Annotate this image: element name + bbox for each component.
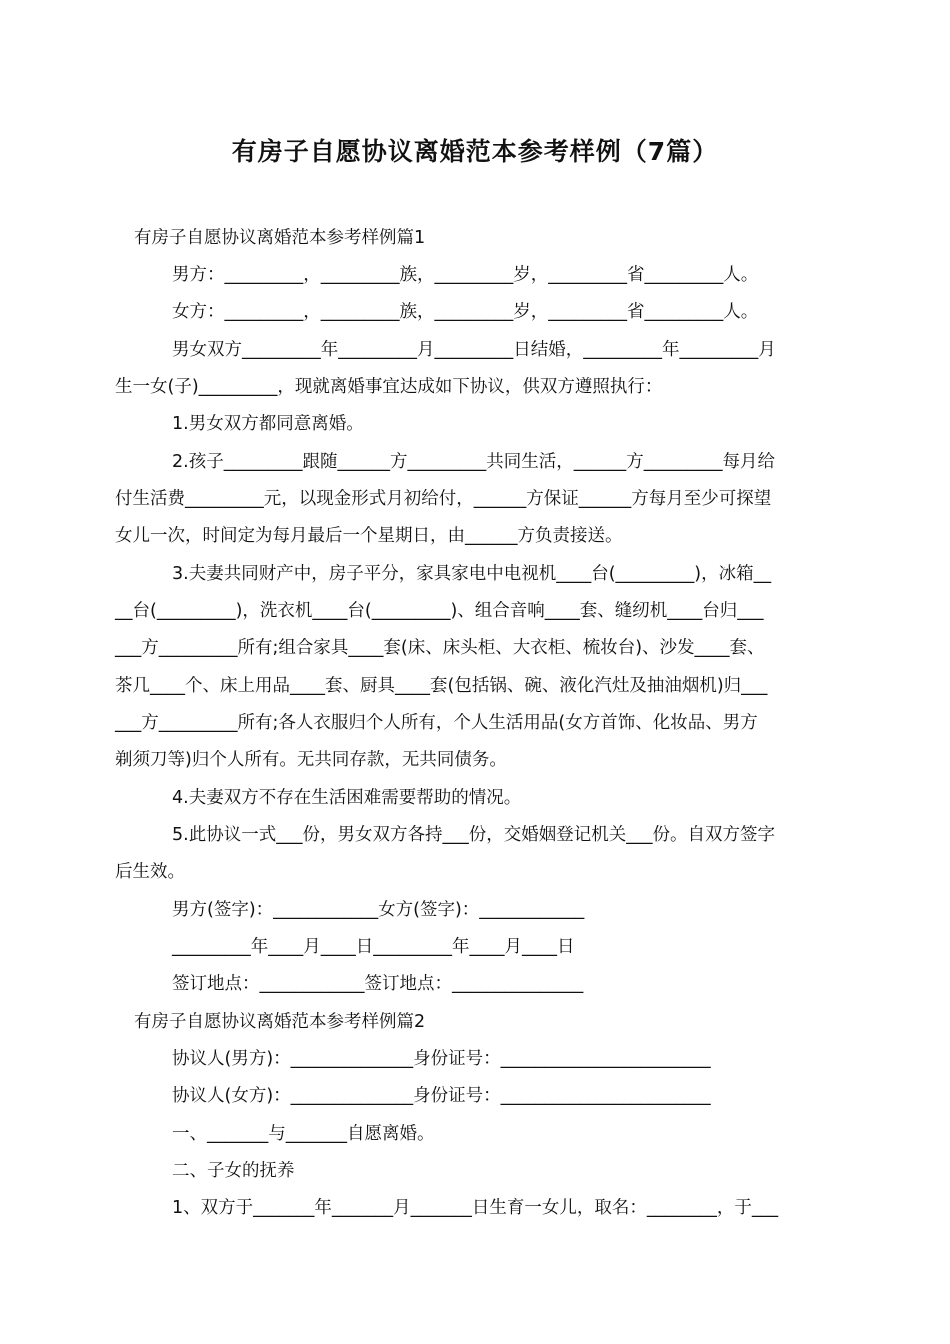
document-title: 有房子自愿协议离婚范本参考样例（7篇） xyxy=(231,137,719,166)
paragraph-line: 1、双方于_______年_______月_______日生育一女儿，取名：________，于___ xyxy=(172,1198,779,1218)
paragraph-line: 协议人(女方)：______________身份证号：________________________ xyxy=(172,1086,711,1106)
paragraph-line: 一、_______与_______自愿离婚。 xyxy=(172,1124,435,1144)
paragraph-line: 生一女(子)_________，现就离婚事宜达成如下协议，供双方遵照执行： xyxy=(115,377,663,397)
paragraph-line: 协议人(男方)：______________身份证号：________________________ xyxy=(172,1049,711,1069)
paragraph-line: 1.男女双方都同意离婚。 xyxy=(172,414,364,434)
paragraph-line: 4.夫妻双方不存在生活困难需要帮助的情况。 xyxy=(172,788,522,808)
location-line: 签订地点：____________签订地点：_______________ xyxy=(172,974,584,994)
paragraph-line: 剃须刀等)归个人所有。无共同存款，无共同债务。 xyxy=(115,750,507,770)
paragraph-line: 男女双方_________年_________月_________日结婚，_________年_________月 xyxy=(172,340,776,360)
paragraph-line: 女儿一次，时间定为每月最后一个星期日，由______方负责接送。 xyxy=(115,526,623,546)
paragraph-line: 女方：_________，_________族，_________岁，_________省_________人。 xyxy=(172,302,759,322)
paragraph-line: 2.孩子_________跟随______方_________共同生活，______方_________每月给 xyxy=(172,452,775,472)
paragraph-line: 茶几____个、床上用品____套、厨具____套(包括锅、碗、液化汽灶及抽油烟机)归___ xyxy=(115,676,768,696)
paragraph-line: 男方：_________，_________族，_________岁，_________省_________人。 xyxy=(172,265,759,285)
paragraph-line: 后生效。 xyxy=(115,862,185,882)
section-heading-1: 有房子自愿协议离婚范本参考样例篇1 xyxy=(134,228,426,248)
paragraph-line: 二、子女的抚养 xyxy=(172,1161,295,1181)
paragraph-line: ___方_________所有;组合家具____套(床、床头柜、大衣柜、梳妆台)、沙发____套、 xyxy=(115,638,765,658)
date-line: _________年____月____日_________年____月____日 xyxy=(172,937,575,957)
paragraph-line: 3.夫妻共同财产中，房子平分，家具家电中电视机____台(_________)，冰箱__ xyxy=(172,564,772,584)
section-heading-2: 有房子自愿协议离婚范本参考样例篇2 xyxy=(134,1012,426,1032)
paragraph-line: __台(_________)，洗衣机____台(_________)、组合音响____套、缝纫机____台归___ xyxy=(115,601,764,621)
paragraph-line: 付生活费_________元，以现金形式月初给付，______方保证______方每月至少可探望 xyxy=(115,489,772,509)
signature-line: 男方(签字)：____________女方(签字)：____________ xyxy=(172,900,585,920)
paragraph-line: 5.此协议一式___份，男女双方各持___份，交婚姻登记机关___份。自双方签字 xyxy=(172,825,775,845)
paragraph-line: ___方_________所有;各人衣服归个人所有，个人生活用品(女方首饰、化妆品、男方 xyxy=(115,713,758,733)
